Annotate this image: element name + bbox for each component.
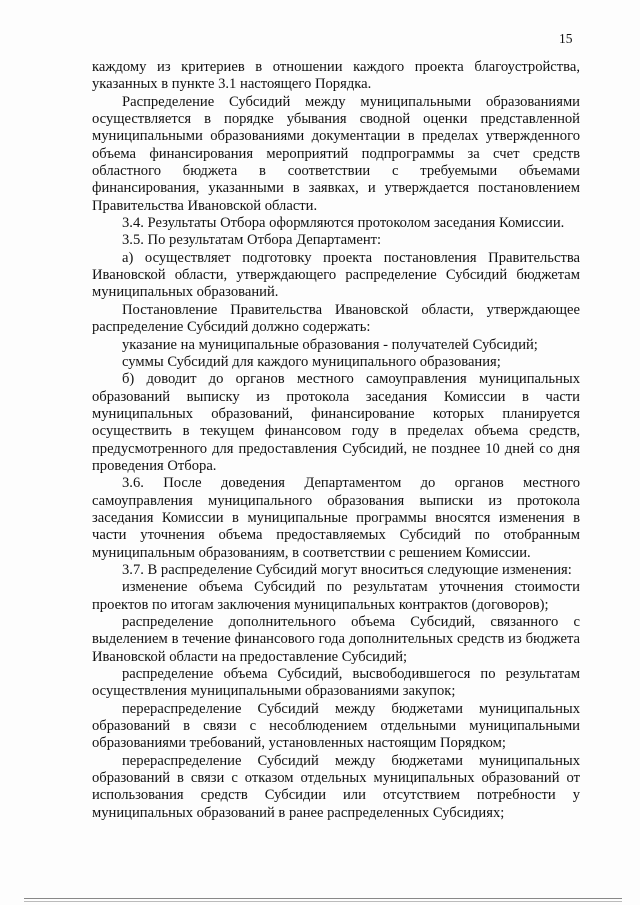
paragraph-recipients: указание на муниципальные образования - получателей Субсидий; [122,336,538,353]
paragraph-3-5-b: б) доводит до органов местного самоуправления муниципальных образований выписку из протокола заседания Комиссии в части муниципальных образований, финансирование которых планируется осуществить в текущем финансовом году в пределах объема средств, предусмотренного для предоставления Субсидий, не позднее 10 дней со дня проведения Отбора. [92,371,580,474]
paragraph-distribution: Распределение Субсидий между муниципальными образованиями осуществляется в порядке убывания сводной оценки представленной муниципальными образованиями документации в пределах утвержденного объема финансирования мероприятий подпрограммы за счет средств областного бюджета в соответствии с требуемыми объемами финансирования, указанными в заявках, и утверждается постановлением Правительства Ивановской области. [92,93,580,214]
paragraph-additional-volume: распределение дополнительного объема Субсидий, связанного с выделением в течение финансового года дополнительных средств из бюджета Ивановской области на предоставление Субсидий; [92,614,580,665]
paragraph-3-4: 3.4. Результаты Отбора оформляются протоколом заседания Комиссии. [122,215,565,232]
page-number: 15 [559,31,573,46]
bottom-scan-line [24,898,622,899]
document-body [92,59,580,822]
paragraph-resolution-contents: Постановление Правительства Ивановской области, утверждающее распределение Субсидий должно содержать: [92,301,580,336]
paragraph-3-7: 3.7. В распределение Субсидий могут вноситься следующие изменения: [122,561,572,578]
paragraph-criteria-continuation: каждому из критериев в отношении каждого проекта благоустройства, указанных в пункте 3.1 настоящего Порядка. [92,59,580,93]
paragraph-3-5-a: а) осуществляет подготовку проекта постановления Правительства Ивановской области, утверждающего распределение Субсидий бюджетам муниципальных образований. [92,249,580,301]
paragraph-3-5: 3.5. По результатам Отбора Департамент: [122,232,382,249]
paragraph-3-6: 3.6. После доведения Департаментом до органов местного самоуправления муниципального образования выписки из протокола заседания Комиссии в муниципальные программы вносятся изменения в части уточнения объема предоставляемых Субсидий по отобранным муниципальным образованиям, в соответствии с решением Комиссии. [92,475,580,561]
paragraph-amounts: суммы Субсидий для каждого муниципального образования; [122,353,501,370]
paragraph-redistribution-refusal: перераспределение Субсидий между бюджетами муниципальных образований в связи с отказом отдельных муниципальных образований от использования средств Субсидии или отсутствием потребности у муниципальных образований в ранее распределенных Субсидиях; [92,752,580,821]
paragraph-change-volume: изменение объема Субсидий по результатам уточнения стоимости проектов по итогам заключения муниципальных контрактов (договоров); [92,579,580,613]
bottom-scan-line-secondary [24,901,622,902]
paragraph-redistribution-noncompliance: перераспределение Субсидий между бюджетами муниципальных образований в связи с несоблюдением отдельными муниципальными образованиями требований, установленных настоящим Порядком; [92,700,580,752]
paragraph-released-volume: распределение объема Субсидий, высвободившегося по результатам осуществления муниципальными образованиями закупок; [92,666,580,700]
